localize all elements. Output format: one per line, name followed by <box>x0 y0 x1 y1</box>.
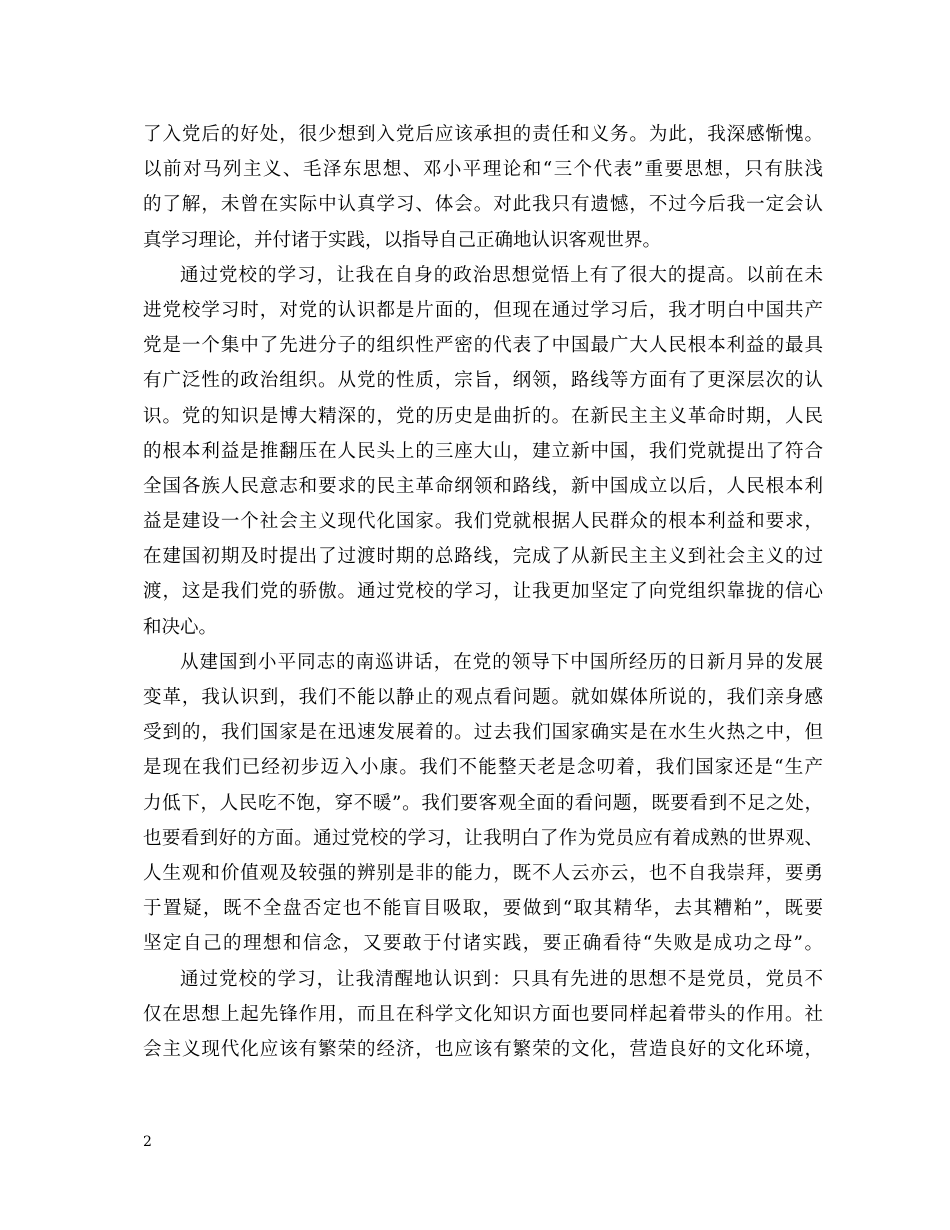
text-line: 全国各族人民意志和要求的民主革命纲领和路线，新中国成立以后，人民根本利 <box>143 475 823 497</box>
text-line: 人生观和价值观及较强的辨别是非的能力，既不人云亦云，也不自我崇拜，要勇 <box>143 862 823 884</box>
text-line: 益是建设一个社会主义现代化国家。我们党就根据人民群众的根本利益和要求， <box>143 511 823 533</box>
text-line: 了入党后的好处，很少想到入党后应该承担的责任和义务。为此，我深感惭愧。 <box>143 124 823 145</box>
text-line: 的了解，未曾在实际中认真学习、体会。对此我只有遗憾，不过今后我一定会认 <box>143 194 823 216</box>
text-line: 通过党校的学习，让我清醒地认识到：只具有先进的思想不是党员，党员不 <box>180 968 823 990</box>
text-line: 和决心。 <box>143 616 218 638</box>
text-line: 通过党校的学习，让我在自身的政治思想觉悟上有了很大的提高。以前在未 <box>180 264 823 286</box>
text-line: 的根本利益是推翻压在人民头上的三座大山，建立新中国，我们党就提出了符合 <box>143 440 823 462</box>
text-line: 渡，这是我们党的骄傲。通过党校的学习，让我更加坚定了向党组织靠拢的信心 <box>143 581 823 603</box>
text-line: 有广泛性的政治组织。从党的性质，宗旨，纲领，路线等方面有了更深层次的认 <box>143 370 823 392</box>
text-line: 真学习理论，并付诸于实践，以指导自己正确地认识客观世界。 <box>143 229 662 251</box>
text-line: 在建国初期及时提出了过渡时期的总路线，完成了从新民主主义到社会主义的过 <box>143 546 823 568</box>
paragraph <box>143 258 823 645</box>
text-line: 是现在我们已经初步迈入小康。我们不能整天老是念叨着，我们国家还是“生产 <box>143 757 823 779</box>
text-line: 也要看到好的方面。通过党校的学习，让我明白了作为党员应有着成熟的世界观、 <box>143 827 823 849</box>
text-line: 进党校学习时，对党的认识都是片面的，但现在通过学习后，我才明白中国共产 <box>143 299 823 321</box>
paragraph <box>143 645 823 962</box>
paragraph <box>143 117 823 258</box>
text-line: 于置疑，既不全盘否定也不能盲目吸取，要做到“取其精华，去其糟粕”，既要 <box>143 898 823 920</box>
text-line: 仅在思想上起先锋作用，而且在科学文化知识方面也要同样起着带头的作用。社 <box>143 1003 823 1025</box>
text-line: 变革，我认识到，我们不能以静止的观点看问题。就如媒体所说的，我们亲身感 <box>143 687 823 708</box>
body-text <box>143 117 823 1067</box>
text-line: 党是一个集中了先进分子的组织性严密的代表了中国最广大人民根本利益的最具 <box>143 335 823 357</box>
page-number: 2 <box>143 1134 152 1150</box>
text-line: 坚定自己的理想和信念，又要敢于付诸实践，要正确看待“失败是成功之母”。 <box>143 933 823 955</box>
text-line: 会主义现代化应该有繁荣的经济，也应该有繁荣的文化，营造良好的文化环境， <box>143 1038 823 1060</box>
paragraph <box>143 962 823 1068</box>
text-line: 从建国到小平同志的南巡讲话，在党的领导下中国所经历的日新月异的发展 <box>180 651 823 673</box>
text-line: 识。党的知识是博大精深的，党的历史是曲折的。在新民主主义革命时期，人民 <box>143 405 823 427</box>
text-line: 以前对马列主义、毛泽东思想、邓小平理论和“三个代表”重要思想，只有肤浅 <box>143 159 823 181</box>
text-line: 力低下，人民吃不饱，穿不暖”。我们要客观全面的看问题，既要看到不足之处， <box>143 792 823 814</box>
text-line: 受到的，我们国家是在迅速发展着的。过去我们国家确实是在水生火热之中，但 <box>143 722 823 744</box>
